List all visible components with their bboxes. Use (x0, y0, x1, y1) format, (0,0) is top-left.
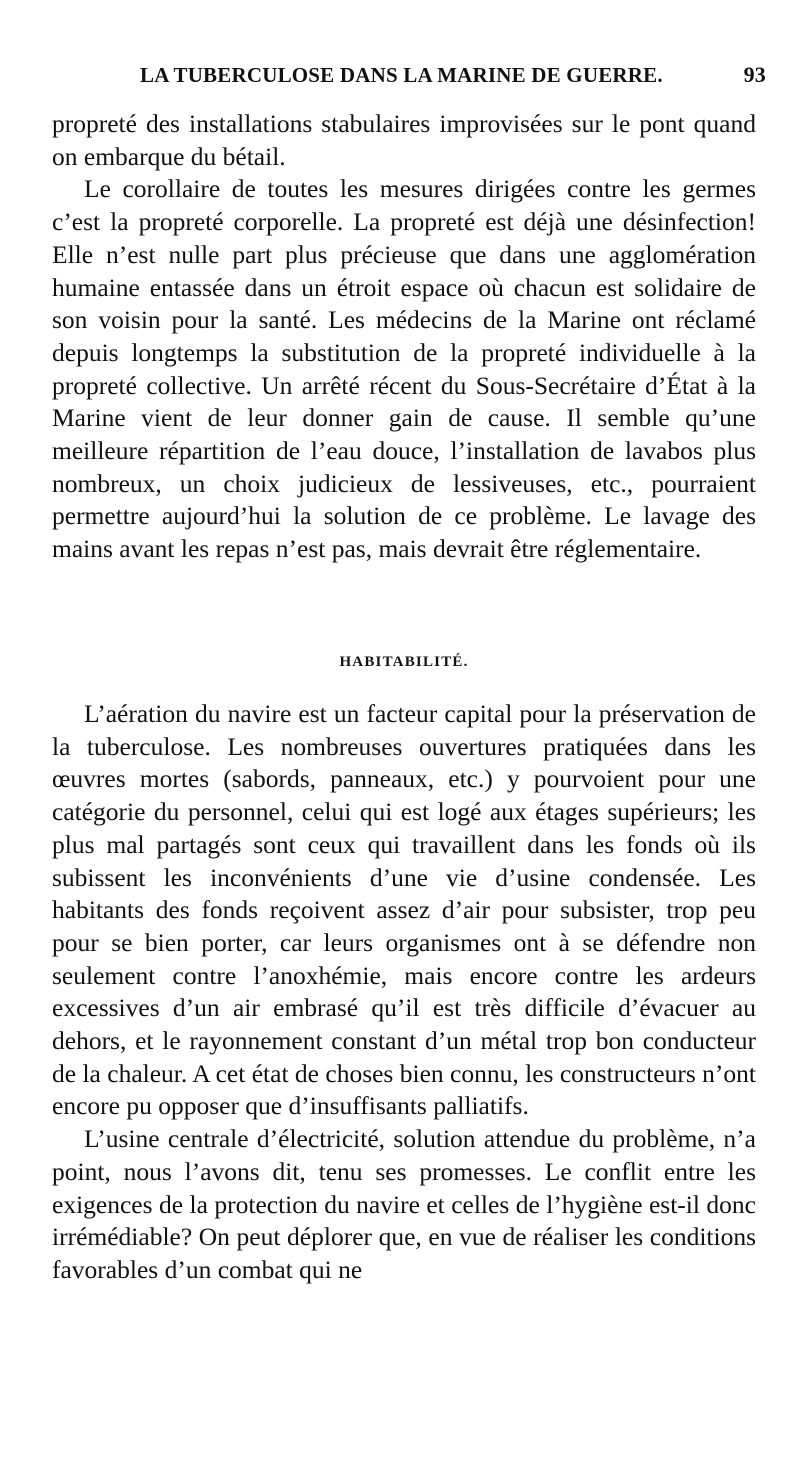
paragraph-proprete: Le corollaire de toutes les mesures dirigées contre les germes c’est la propreté corporelle. La propreté est déjà une désinfection! Elle n’est nulle part plus précieuse que dans une agglomération humaine entassée dans un étroit espace où chacun est solidaire de son voisin pour la santé. Les médecins de la Marine ont réclamé depuis longtemps la substitution de la propreté individuelle à la propreté collective. Un arrêté récent du Sous-Secrétaire d’État à la Marine vient de leur donner gain de cause. Il semble qu’une meilleure répartition de l’eau douce, l’installation de lavabos plus nombreux, un choix judicieux de lessiveuses, etc., pourraient permettre aujourd’hui la solution de ce problème. Le lavage des mains avant les repas n’est pas, mais devrait être réglementaire. (52, 174, 756, 564)
section-1-body (52, 108, 756, 566)
section-2-body (52, 698, 756, 1287)
paragraph-aeration: L’aération du navire est un facteur capital pour la préservation de la tuberculose. Les nombreuses ouvertures pratiquées dans les œuvres mortes (sabords, panneaux, etc.) y pourvoient pour une catégorie du personnel, celui qui est logé aux étages supérieurs; les plus mal partagés sont ceux qui travaillent dans les fonds où ils subissent les inconvénients d’une vie d’usine condensée. Les habitants des fonds reçoivent assez d’air pour subsister, trop peu pour se bien porter, car leurs organismes ont à se défendre non seulement contre l’anoxhémie, mais encore contre les ardeurs excessives d’un air embrasé qu’il est très difficile d’évacuer au dehors, et le rayonnement constant d’un métal trop bon conducteur de la chaleur. A cet état de choses bien connu, les constructeurs n’ont encore pu opposer que d’insuffisants palliatifs. (52, 699, 756, 1121)
page-number: 93 (743, 62, 766, 87)
paragraph-usine-centrale: L’usine centrale d’électricité, solution attendue du problème, n’a point, nous l’avons dit, tenu ses promesses. Le conflit entre les exigences de la protection du navire et celles de l’hygiène est-il donc irrémédiable? On peut déplorer que, en vue de réaliser les conditions favorables d’un combat qui ne (52, 1124, 756, 1284)
paragraph-continued: propreté des installations stabulaires improvisées sur le pont quand on embarque du bétail. (52, 109, 756, 171)
running-title: LA TUBERCULOSE DANS LA MARINE DE GUERRE. (140, 63, 663, 87)
section-heading-habitabilite: HABITABILITÉ. (339, 654, 469, 670)
running-header (140, 62, 766, 96)
